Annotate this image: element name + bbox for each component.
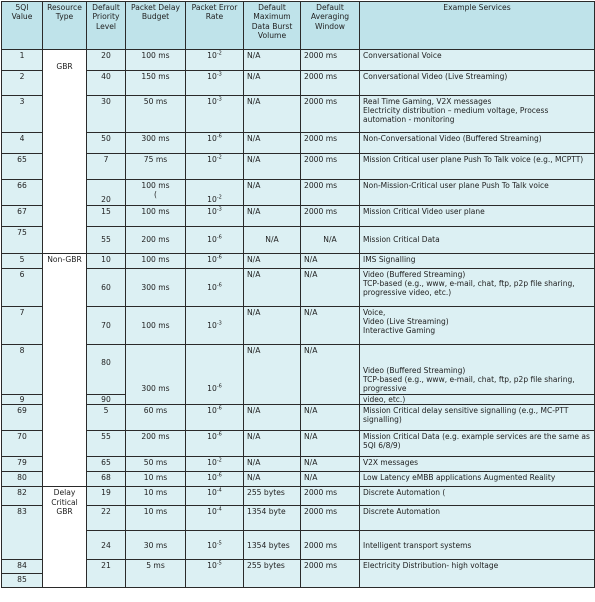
priority-level: 10 [87, 254, 126, 269]
qi-value: 4 [2, 133, 43, 154]
packet-error-rate: $10^{-6}$ [186, 405, 244, 431]
averaging-window: N/A [301, 307, 360, 345]
table-row [2, 50, 595, 71]
max-data-burst-volume: N/A [244, 71, 301, 96]
table-row [2, 96, 595, 133]
max-data-burst-volume: N/A [244, 254, 301, 269]
example-services: Voice, Video (Live Streaming) Interactive Gaming [360, 307, 595, 345]
header-packet-delay-budget: Packet Delay Budget [126, 2, 186, 50]
averaging-window: N/A [301, 472, 360, 487]
qi-value: 69 [2, 405, 43, 431]
example-services: Intelligent transport systems [360, 531, 595, 560]
max-data-burst-volume: N/A [244, 269, 301, 307]
averaging-window: 2000 ms [301, 154, 360, 180]
example-services: Electricity Distribution- high voltage [360, 560, 595, 588]
example-services: V2X messages [360, 457, 595, 472]
max-data-burst-volume: N/A [244, 405, 301, 431]
max-data-burst-volume: N/A [244, 50, 301, 71]
table-row [2, 345, 595, 395]
packet-error-rate: $10^{-6}$ [186, 431, 244, 457]
max-data-burst-volume: N/A [244, 431, 301, 457]
max-data-burst-volume: N/A [244, 307, 301, 345]
example-services: Mission Critical Data [360, 227, 595, 254]
averaging-window: 2000 ms [301, 71, 360, 96]
max-data-burst-volume: N/A [244, 457, 301, 472]
priority-level: 19 [87, 487, 126, 506]
priority-level: 20 [87, 50, 126, 71]
header-default-priority-level: Default Priority Level [87, 2, 126, 50]
packet-error-rate: $10^{-3}$ [186, 96, 244, 133]
qi-value: 84 [2, 560, 43, 574]
example-services: Low Latency eMBB applications Augmented Reality [360, 472, 595, 487]
packet-error-rate: $10^{-4}$ [186, 506, 244, 531]
packet-error-rate: $10^{-6}$ [186, 254, 244, 269]
qi-value: 6 [2, 269, 43, 307]
priority-level: 68 [87, 472, 126, 487]
packet-delay-budget: 100 ms [126, 206, 186, 227]
table-row [2, 472, 595, 487]
max-data-burst-volume: 1354 byte [244, 506, 301, 531]
averaging-window: N/A [301, 269, 360, 307]
example-services: Mission Critical Data (e.g. example services are the same as 5QI 6/8/9) [360, 431, 595, 457]
priority-level: 65 [87, 457, 126, 472]
example-services: Mission Critical delay sensitive signalling (e.g., MC-PTT signalling) [360, 405, 595, 431]
qos-5qi-table [1, 1, 595, 588]
table-row [2, 154, 595, 180]
priority-level: 7 [87, 154, 126, 180]
packet-delay-budget: 300 ms [126, 269, 186, 307]
table-row [2, 180, 595, 206]
table-row [2, 206, 595, 227]
averaging-window: 2000 ms [301, 133, 360, 154]
priority-level: 20 [87, 180, 126, 206]
table-row [2, 560, 595, 574]
table-row [2, 506, 595, 531]
priority-level [87, 345, 126, 395]
averaging-window: 2000 ms [301, 50, 360, 71]
max-data-burst-volume: N/A [244, 472, 301, 487]
priority-level: 55 [87, 227, 126, 254]
packet-error-rate: $10^{-6}$ [186, 227, 244, 254]
packet-error-rate: $10^{-2}$ [186, 50, 244, 71]
header-5qi-value: 5QI Value [2, 2, 43, 50]
packet-error-rate: $10^{-3}$ [186, 206, 244, 227]
resource-type-delay-critical-gbr: Delay Critical GBR [43, 487, 87, 588]
packet-delay-budget: 100 ms [126, 254, 186, 269]
table-row [2, 227, 595, 254]
example-services: Video (Buffered Streaming) TCP-based (e.g., www, e-mail, chat, ftp, p2p file sharing, progressive video, etc.) [360, 269, 595, 307]
qi-value: 7 [2, 307, 43, 345]
packet-error-rate: $10^{-6}$ [186, 133, 244, 154]
max-data-burst-volume: 1354 bytes [244, 531, 301, 560]
example-services: Non-Conversational Video (Buffered Streaming) [360, 133, 595, 154]
table-row [2, 405, 595, 431]
averaging-window: 2000 ms [301, 206, 360, 227]
priority-level: 21 [87, 560, 126, 588]
packet-delay-budget: 300 ms [126, 133, 186, 154]
qi-value: 1 [2, 50, 43, 71]
packet-error-rate: $10^{-5}$ [186, 531, 244, 560]
packet-delay-budget: 200 ms [126, 227, 186, 254]
table-row [2, 531, 595, 560]
max-data-burst-volume: N/A [244, 206, 301, 227]
priority-level-value: 80 [101, 358, 111, 367]
qi-value: 70 [2, 431, 43, 457]
example-services: IMS Signalling [360, 254, 595, 269]
packet-delay-budget: 60 ms [126, 405, 186, 431]
priority-level: 50 [87, 133, 126, 154]
example-services: Mission Critical Video user plane [360, 206, 595, 227]
priority-level: 30 [87, 96, 126, 133]
qi-value: 65 [2, 154, 43, 180]
averaging-window: 2000 ms [301, 180, 360, 206]
table-row [2, 307, 595, 345]
priority-level: 40 [87, 71, 126, 96]
table-row [2, 457, 595, 472]
max-data-burst-volume: N/A [244, 133, 301, 154]
qi-value: 82 [2, 487, 43, 506]
packet-delay-budget: 100 ms [126, 307, 186, 345]
table-row [2, 254, 595, 269]
averaging-window: 2000 ms [301, 506, 360, 531]
averaging-window: N/A [301, 431, 360, 457]
table-row [2, 431, 595, 457]
priority-level: 90 [87, 395, 126, 405]
packet-error-rate: $10^{-3}$ [186, 307, 244, 345]
priority-level: 24 [87, 531, 126, 560]
header-resource-type: Resource Type [43, 2, 87, 50]
header-averaging-window: Default Averaging Window [301, 2, 360, 50]
packet-delay-budget: 50 ms [126, 457, 186, 472]
packet-error-rate: $10^{-5}$ [186, 560, 244, 588]
example-services: Non-Mission-Critical user plane Push To Talk voice [360, 180, 595, 206]
table-row [2, 487, 595, 506]
resource-type-non-gbr: Non-GBR [43, 254, 87, 487]
priority-level: 60 [87, 269, 126, 307]
max-data-burst-volume: 255 bytes [244, 487, 301, 506]
table-row [2, 133, 595, 154]
example-services: Discrete Automation ( [360, 487, 595, 506]
averaging-window: 2000 ms [301, 96, 360, 133]
max-data-burst-volume: N/A [244, 154, 301, 180]
example-services: Conversational Video (Live Streaming) [360, 71, 595, 96]
header-row [2, 2, 595, 50]
packet-delay-budget: 10 ms [126, 506, 186, 531]
packet-delay-budget: 100 ms ( [126, 180, 186, 206]
packet-delay-budget: 100 ms [126, 50, 186, 71]
table-row [2, 269, 595, 307]
example-services: Real Time Gaming, V2X messages Electricity distribution – medium voltage, Process automation - monitoring [360, 96, 595, 133]
max-data-burst-volume: N/A [244, 345, 301, 405]
qi-value: 3 [2, 96, 43, 133]
priority-level: 15 [87, 206, 126, 227]
example-services: video, etc.) [360, 395, 595, 405]
packet-error-rate: $10^{-6}$ [186, 345, 244, 405]
qi-value: 75 [2, 227, 43, 254]
qi-value: 83 [2, 506, 43, 560]
packet-delay-budget: 75 ms [126, 154, 186, 180]
max-data-burst-volume: N/A [244, 180, 301, 206]
header-example-services: Example Services [360, 2, 595, 50]
example-services: Video (Buffered Streaming) TCP-based (e.g., www, e-mail, chat, ftp, p2p file sharing, progressive [360, 345, 595, 395]
qi-value: 67 [2, 206, 43, 227]
qi-value: 66 [2, 180, 43, 206]
resource-type-gbr: GBR [43, 50, 87, 254]
max-data-burst-volume: 255 bytes [244, 560, 301, 588]
averaging-window: 2000 ms [301, 487, 360, 506]
packet-error-rate: $10^{-2}$ [186, 180, 244, 206]
qi-value: 85 [2, 574, 43, 588]
example-services: Conversational Voice [360, 50, 595, 71]
packet-delay-budget: 150 ms [126, 71, 186, 96]
qi-value: 79 [2, 457, 43, 472]
packet-delay-budget: 200 ms [126, 431, 186, 457]
packet-delay-budget [126, 345, 186, 405]
averaging-window: N/A [301, 405, 360, 431]
example-services: Mission Critical user plane Push To Talk voice (e.g., MCPTT) [360, 154, 595, 180]
max-data-burst-volume: N/A [244, 96, 301, 133]
packet-error-rate: $10^{-4}$ [186, 487, 244, 506]
header-max-data-burst-volume: Default Maximum Data Burst Volume [244, 2, 301, 50]
priority-level: 5 [87, 405, 126, 431]
header-packet-error-rate: Packet Error Rate [186, 2, 244, 50]
averaging-window: N/A [301, 254, 360, 269]
packet-error-rate: $10^{-3}$ [186, 71, 244, 96]
qi-value: 8 [2, 345, 43, 395]
qi-value: 9 [2, 395, 43, 405]
packet-delay-budget: 5 ms [126, 560, 186, 588]
example-services: Discrete Automation [360, 506, 595, 531]
averaging-window: N/A [301, 457, 360, 472]
packet-error-rate: $10^{-6}$ [186, 472, 244, 487]
packet-error-rate: $10^{-6}$ [186, 269, 244, 307]
packet-error-rate: $10^{-2}$ [186, 457, 244, 472]
averaging-window: N/A [301, 227, 360, 254]
packet-delay-budget: 50 ms [126, 96, 186, 133]
packet-delay-budget-value: 300 ms [141, 384, 170, 393]
packet-delay-budget: 10 ms [126, 472, 186, 487]
averaging-window: 2000 ms [301, 531, 360, 560]
qi-value: 80 [2, 472, 43, 487]
priority-level: 70 [87, 307, 126, 345]
packet-delay-budget: 10 ms [126, 487, 186, 506]
averaging-window: N/A [301, 345, 360, 405]
averaging-window: 2000 ms [301, 560, 360, 588]
packet-delay-budget: 30 ms [126, 531, 186, 560]
packet-error-rate: $10^{-2}$ [186, 154, 244, 180]
table-row [2, 71, 595, 96]
priority-level: 55 [87, 431, 126, 457]
qi-value: 2 [2, 71, 43, 96]
qi-value: 5 [2, 254, 43, 269]
priority-level: 22 [87, 506, 126, 531]
max-data-burst-volume: N/A [244, 227, 301, 254]
